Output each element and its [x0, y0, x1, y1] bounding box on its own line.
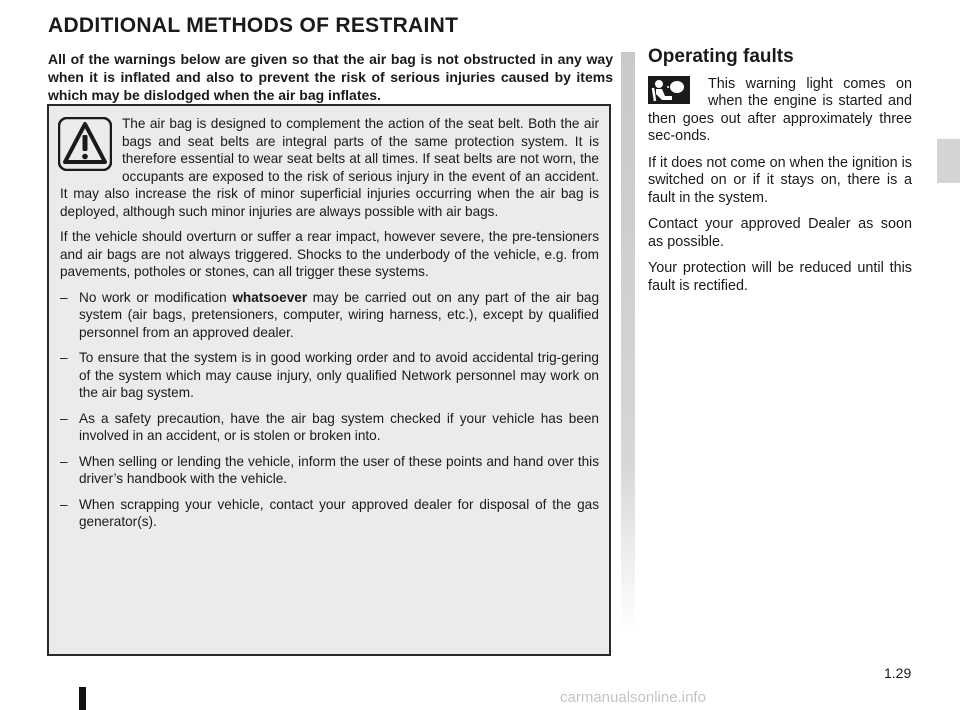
warning-paragraph-2: If the vehicle should overturn or suffer a rear impact, however severe, the pre-tensioners and air bags are not always triggered. Shocks to the underbody of the vehicle, e.g. from pavements, potholes or stones, can all trigger these systems.: [60, 229, 599, 279]
section-heading: Operating faults: [648, 46, 794, 67]
faults-paragraph-4: Your protection will be reduced until this fault is rectified.: [648, 260, 912, 294]
bullet-4-text: When selling or lending the vehicle, inform the user of these points and hand over this driver’s handbook with the vehicle.: [79, 453, 599, 486]
watermark: carmanualsonline.info: [560, 689, 706, 706]
intro-paragraph: All of the warnings below are given so that the air bag is not obstructed in any way when it is inflated and also to prevent the risk of serious injuries caused by items which may be dislodged when the air bag inflates.: [48, 51, 613, 103]
warning-triangle-icon: [58, 117, 112, 171]
bullet-1-text-start: No work or modification: [79, 289, 233, 305]
bullet-dash: –: [60, 453, 68, 469]
bullet-1-text-end: may be carried out on any part of the air bag system (air bags, pretensioners, computer, wiring harness, etc.), except by qualified personnel from an approved dealer.: [79, 289, 600, 340]
chapter-tab: [937, 139, 960, 183]
warning-box: [47, 104, 611, 656]
bullet-dash: –: [60, 289, 68, 305]
bullet-dash: –: [60, 350, 68, 365]
airbag-warning-light-icon: [648, 76, 690, 104]
warning-bullet-2: [60, 349, 599, 402]
bullet-5-text: When scrapping your vehicle, contact your approved dealer for disposal of the gas generator(s).: [79, 496, 599, 529]
faults-paragraph-3: Contact your approved Dealer as soon as possible.: [648, 216, 912, 250]
warning-bullet-1: [60, 289, 599, 342]
crop-mark: [79, 687, 86, 710]
faults-paragraph-1-text: This warning light comes on when the engine is started and then goes out after approximately three sec-onds.: [648, 75, 912, 144]
page-title: ADDITIONAL METHODS OF RESTRAINT: [48, 14, 459, 37]
warning-bullet-4: [60, 453, 599, 488]
bullet-dash: –: [60, 496, 68, 512]
faults-paragraph-1: [648, 76, 912, 146]
warning-bullet-3: [60, 410, 599, 445]
bullet-1-emphasis: whatsoever: [232, 289, 308, 305]
bullet-3-text: As a safety precaution, have the air bag system checked if your vehicle has been involved in an accident, or is stolen or broken into.: [79, 410, 599, 443]
bullet-2-text: To ensure that the system is in good working order and to avoid accidental trig-gering of the system which may cause injury, only qualified Network personnel may work on the air bag system.: [79, 350, 599, 400]
operating-faults-section: [648, 48, 912, 304]
faults-paragraph-2: If it does not come on when the ignition is switched on or if it stays on, there is a fault in the system.: [648, 154, 912, 206]
bullet-dash: –: [60, 410, 68, 426]
page-number: 1.29: [884, 665, 912, 681]
warning-bullet-5: [60, 496, 599, 531]
warning-paragraph-1: The air bag is designed to complement the action of the seat belt. Both the air bags and seat belts are integral parts of the same protection system. It is therefore essential to wear seat belts at all times. If seat belts are not worn, the occupants are exposed to the risk of serious injury in the event of an accident. It may also increase the risk of minor superficial injuries occurring when the air bag is deployed, although such minor injuries are always possible with air bags.: [60, 116, 599, 219]
column-divider: [621, 52, 635, 630]
